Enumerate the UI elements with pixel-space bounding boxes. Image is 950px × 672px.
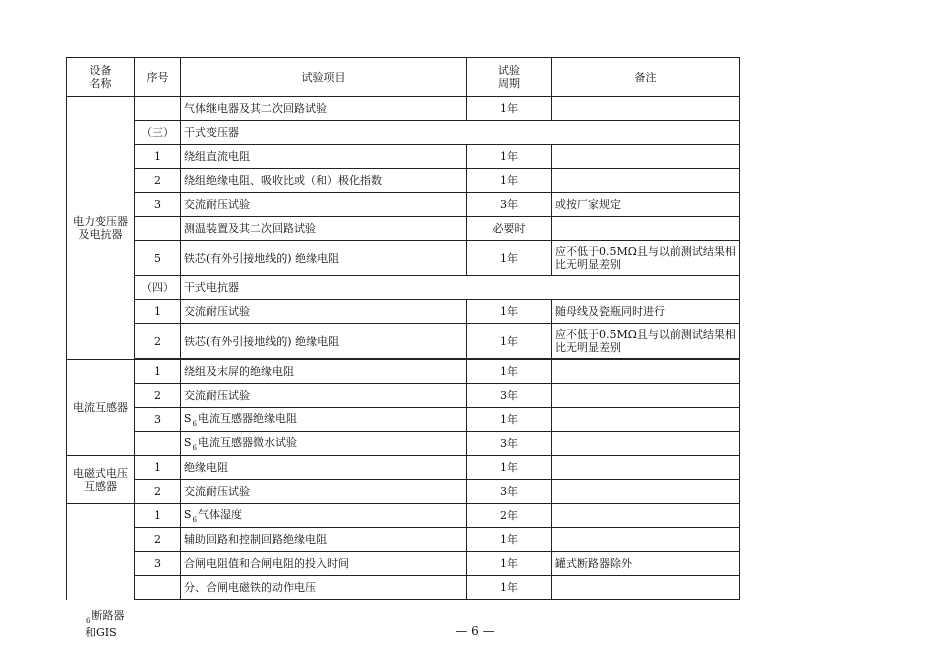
table-header-row [67,58,740,97]
equipment-cell-breaker [67,504,135,600]
table-row: $S_6$电流互感器微水试验 3年 [67,432,740,456]
header-remark: 备注 [552,58,740,97]
table-row: 电力变压器 及电抗器 气体继电器及其二次回路试验 1年 [67,97,740,121]
section-row: （四） 干式电抗器 [67,276,740,300]
table-row: 1 交流耐压试验 1年 随母线及瓷瓶同时进行 [67,300,740,324]
breaker-gis-label: $_6$断路器 和GIS [85,609,125,639]
table-row: 测温装置及其二次回路试验 必要时 [67,217,740,241]
header-period: 试验 周期 [467,58,552,97]
page-number: — 6 — [455,624,495,638]
test-schedule-table [66,57,740,600]
section-row: （三） 干式变压器 [67,121,740,145]
header-no: 序号 [135,58,181,97]
table-row: 2 交流耐压试验 3年 [67,480,740,504]
table-row: 分、合闸电磁铁的动作电压 1年 [67,576,740,600]
table-row: 3 $S_6$电流互感器绝缘电阻 1年 [67,408,740,432]
table-row: 2 辅助回路和控制回路绝缘电阻 1年 [67,528,740,552]
equipment-cell-pt: 电磁式电压 互感器 [67,456,135,504]
header-equipment: 设备 名称 [67,58,135,97]
table-row: 3 交流耐压试验 3年 或按厂家规定 [67,193,740,217]
header-item: 试验项目 [181,58,467,97]
table-row: 1 绕组直流电阻 1年 [67,145,740,169]
table-row: 3 合闸电阻值和合闸电阻的投入时间 1年 罐式断路器除外 [67,552,740,576]
table-row: 电流互感器 1 绕组及末屏的绝缘电阻 1年 [67,360,740,384]
equipment-cell-ct: 电流互感器 [67,360,135,456]
table-row: 2 交流耐压试验 3年 [67,384,740,408]
table-row: 2 铁芯(有外引接地线的) 绝缘电阻 1年 应不低于0.5MΩ且与以前测试结果相比无明显差别 [67,324,740,359]
table-row: 电磁式电压 互感器 1 绝缘电阻 1年 [67,456,740,480]
equipment-cell-transformer: 电力变压器 及电抗器 [67,97,135,360]
table-row: 5 铁芯(有外引接地线的) 绝缘电阻 1年 应不低于0.5MΩ且与以前测试结果相比无明显差别 [67,241,740,276]
table-row: 2 绕组绝缘电阻、吸收比或（和）极化指数 1年 [67,169,740,193]
table-row: 1 $S_6$气体湿度 2年 [67,504,740,528]
